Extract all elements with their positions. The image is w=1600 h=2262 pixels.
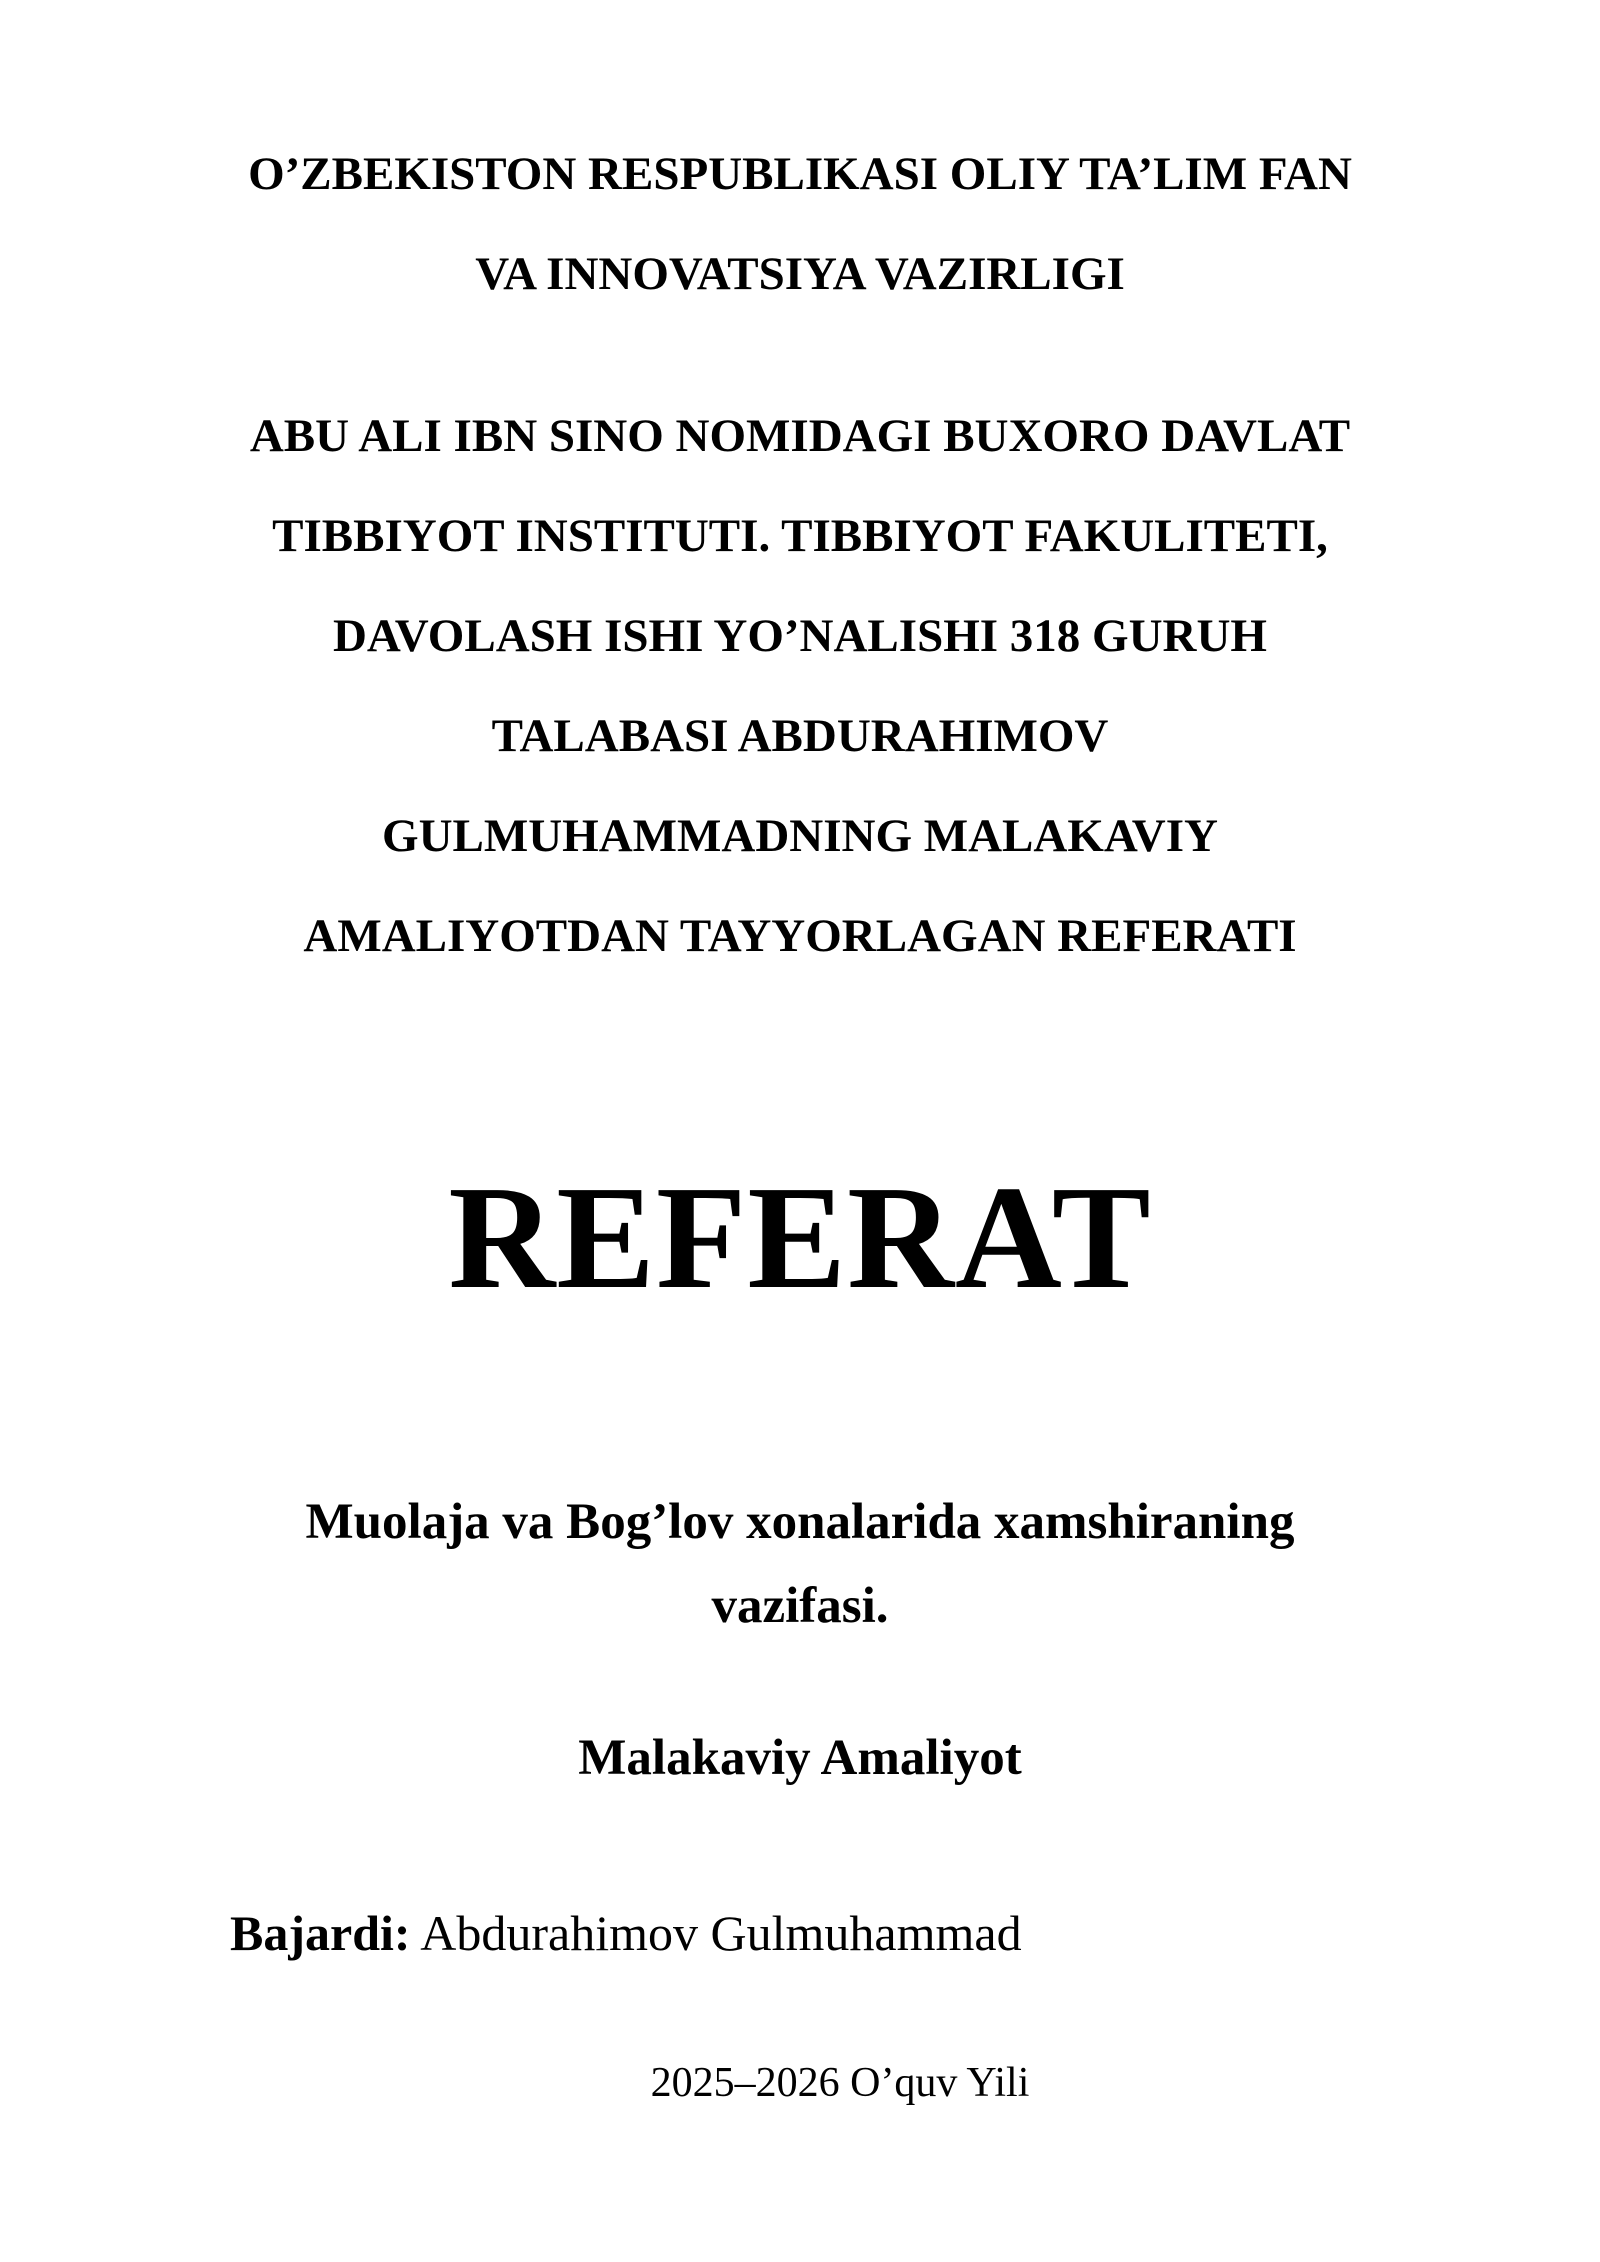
institute-line-4: TALABASI ABDURAHIMOV bbox=[491, 710, 1109, 762]
topic-line-1: Muolaja va Bog’lov xonalarida xamshiraning bbox=[305, 1494, 1295, 1550]
institute-line-5: GULMUHAMMADNING MALAKAVIY bbox=[382, 810, 1218, 862]
author-label: Bajardi: bbox=[230, 1905, 411, 1961]
ministry-line-1: O’ZBEKISTON RESPUBLIKASI OLIY TA’LIM FAN bbox=[248, 148, 1352, 200]
academic-year: 2025–2026 O’quv Yili bbox=[650, 2060, 1030, 2106]
author-line bbox=[230, 1898, 1022, 1968]
subject-line: Malakaviy Amaliyot bbox=[578, 1730, 1022, 1786]
author-name: Abdurahimov Gulmuhammad bbox=[420, 1905, 1022, 1961]
topic-line-2: vazifasi. bbox=[711, 1578, 889, 1634]
institute-line-1: ABU ALI IBN SINO NOMIDAGI BUXORO DAVLAT bbox=[249, 410, 1351, 462]
document-title: REFERAT bbox=[448, 1156, 1152, 1320]
institute-line-6: AMALIYOTDAN TAYYORLAGAN REFERATI bbox=[303, 910, 1297, 962]
institute-line-2: TIBBIYOT INSTITUTI. TIBBIYOT FAKULITETI, bbox=[272, 510, 1328, 562]
institute-line-3: DAVOLASH ISHI YO’NALISHI 318 GURUH bbox=[332, 610, 1267, 662]
ministry-line-2: VA INNOVATSIYA VAZIRLIGI bbox=[475, 248, 1125, 300]
